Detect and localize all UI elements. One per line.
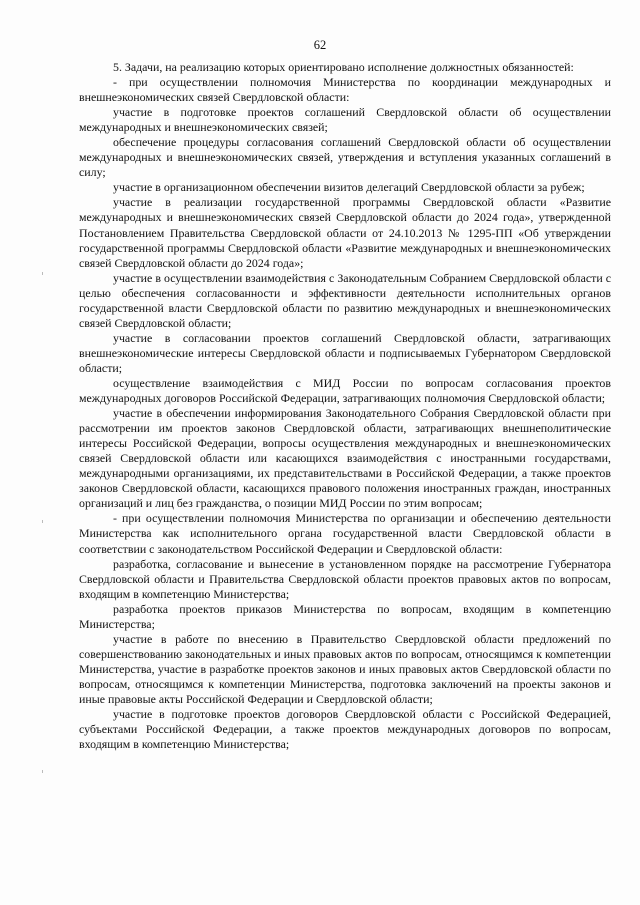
- paragraph: - при осуществлении полномочия Министерства по организации и обеспечению деятельности Министерства как исполнительного органа государственной власти Свердловской области в соответствии с законодательством Российской Федерации и Свердловской области:: [79, 511, 611, 556]
- paragraph: участие в работе по внесению в Правительство Свердловской области предложений по совершенствованию законодательных и иных правовых актов по вопросам, относящимся к компетенции Министерства, участие в разработке проектов законов и иных правовых актов Свердловской области по вопросам, относящимся к компетенции Министерства, подготовка заключений на проекты законов и иные правовые акты Российской Федерации и Свердловской области;: [79, 631, 611, 706]
- paragraph: участие в организационном обеспечении визитов делегаций Свердловской области за рубеж;: [113, 180, 585, 195]
- page-number: 62: [313, 38, 327, 52]
- paragraph: разработка, согласование и вынесение в установленном порядке на рассмотрение Губернатора Свердловской области и Правительства Свердловской области проектов правовых актов по вопросам, входящим в компетенцию Министерства;: [79, 556, 611, 601]
- paragraph: 5. Задачи, на реализацию которых ориентировано исполнение должностных обязанностей:: [113, 60, 574, 74]
- paragraph: участие в согласовании проектов соглашений Свердловской области, затрагивающих внешнеэкономические интересы Свердловской области и подписываемых Губернатором Свердловской области;: [79, 330, 611, 375]
- paragraph: - при осуществлении полномочия Министерства по координации международных и внешнеэкономических связей Свердловской области:: [79, 75, 611, 105]
- document-body: [79, 60, 611, 752]
- paragraph: участие в реализации государственной программы Свердловской области «Развитие международных и внешнеэкономических связей Свердловской области до 2024 года», утвержденной Постановлением Правительства Свердловской области от 24.10.2013 № 1295-ПП «Об утверждении государственной программы Свердловской области «Развитие международных и внешнеэкономических связей Свердловской области до 2024 года»;: [79, 195, 611, 270]
- paragraph: участие в подготовке проектов соглашений Свердловской области об осуществлении международных и внешнеэкономических связей;: [79, 105, 611, 135]
- scan-margin-mark: [42, 520, 43, 523]
- paragraph: обеспечение процедуры согласования соглашений Свердловской области об осуществлении международных и внешнеэкономических связей, утверждения и вступления указанных соглашений в силу;: [79, 135, 611, 180]
- paragraph: участие в обеспечении информирования Законодательного Собрания Свердловской области при рассмотрении им проектов законов Свердловской области, затрагивающих внешнеполитические интересы Российской Федерации, вопросы осуществления международных и внешнеэкономических связей Свердловской области или касающихся взаимодействия с иностранными государствами, международными организациями, их представительствами в Российской Федерации, а также проектов законов Свердловской области, касающихся правового положения иностранных граждан, иностранных организаций и лиц без гражданства, о позиции МИД России по этим вопросам;: [79, 406, 611, 511]
- paragraph: участие в осуществлении взаимодействия с Законодательным Собранием Свердловской области с целью обеспечения согласованности и эффективности деятельности исполнительных органов государственной власти Свердловской области по развитию международных и внешнеэкономических связей Свердловской области;: [79, 270, 611, 330]
- paragraph: разработка проектов приказов Министерства по вопросам, входящим в компетенцию Министерства;: [79, 601, 611, 631]
- paragraph: участие в подготовке проектов договоров Свердловской области с Российской Федерацией, субъектами Российской Федерации, а также проектов международных договоров по вопросам, входящим в компетенцию Министерства;: [79, 707, 611, 752]
- scan-margin-mark: [42, 770, 43, 773]
- scan-margin-mark: [42, 272, 43, 275]
- paragraph: осуществление взаимодействия с МИД России по вопросам согласования проектов международных договоров Российской Федерации, затрагивающих полномочия Свердловской области;: [79, 375, 611, 406]
